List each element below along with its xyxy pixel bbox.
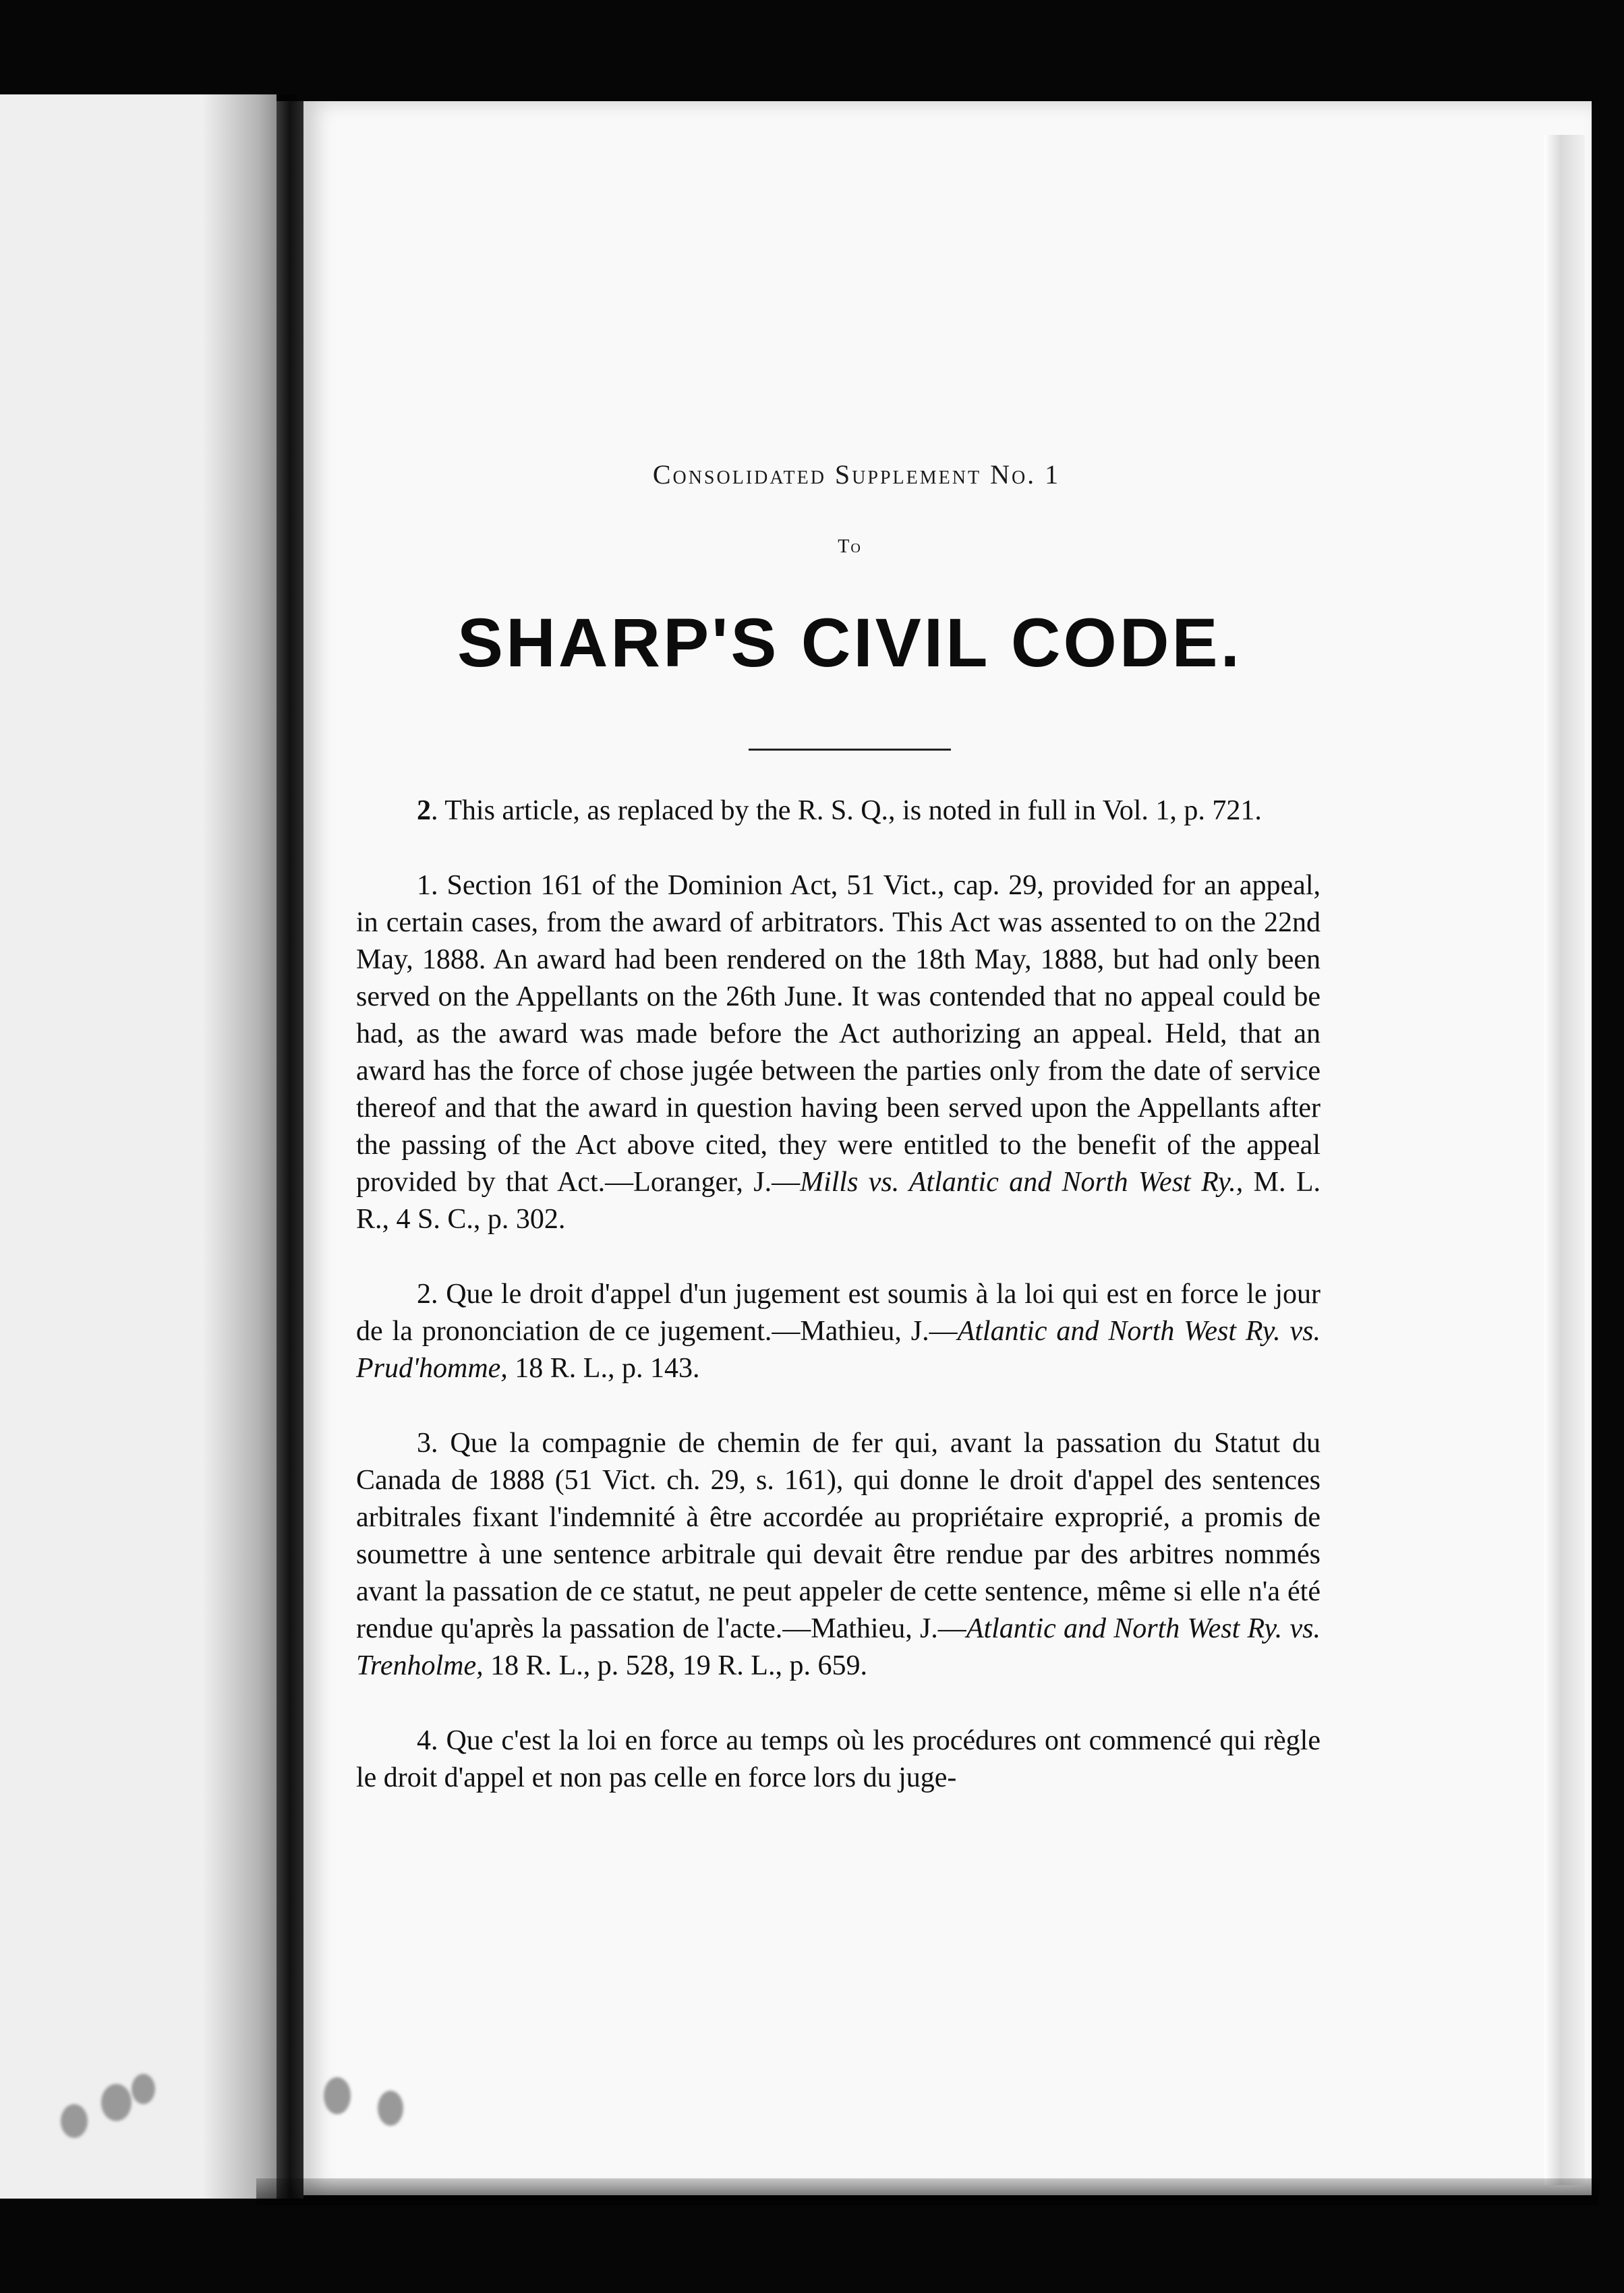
smudge-mark: [132, 2074, 155, 2104]
page-title: SHARP'S CIVIL CODE.: [457, 604, 1242, 681]
smudge-mark: [378, 2091, 403, 2126]
note-paragraph: [356, 1722, 1321, 1797]
article-number: 2: [417, 795, 431, 826]
smudge-mark: [101, 2084, 132, 2121]
page-bottom-shadow: [256, 2178, 1598, 2205]
note-paragraph: [356, 1425, 1321, 1685]
note-citation: 18 R. L., p. 143.: [507, 1353, 700, 1384]
case-reference: Atlantic and North West Ry. vs. Trenholme,: [356, 1613, 1321, 1681]
note-text: 2. Que le droit d'appel d'un jugement est soumis à la loi qui est en force le jour de la prononciation de ce jugement.—Mathieu, J.—: [356, 1279, 1321, 1347]
smudge-mark: [324, 2077, 351, 2114]
title-rule: [749, 749, 951, 751]
to-heading: To: [838, 536, 862, 557]
article-paragraph: [356, 792, 1321, 830]
smudge-mark: [61, 2104, 88, 2138]
note-text: 4. Que c'est la loi en force au temps où les procédures ont commencé qui règle le droit d'appel et non pas celle en force lors du juge-: [356, 1725, 1321, 1793]
supplement-heading: Consolidated Supplement No. 1: [652, 459, 1061, 490]
binding-gutter: [277, 101, 303, 2199]
note-paragraph: [356, 1276, 1321, 1387]
note-paragraph: [356, 867, 1321, 1238]
note-citation: 18 R. L., p. 528, 19 R. L., p. 659.: [483, 1650, 867, 1681]
page-edge: [1544, 135, 1585, 2185]
note-text: 1. Section 161 of the Dominion Act, 51 Vict., cap. 29, provided for an appeal, in certain cases, from the award of arbitrators. This Act was assented to on the 22nd May, 1888. An award had been rendered on the 18th May, 1888, but had only been served on the Appellants on the 26th June. It was contended that no appeal could be had, as the award was made before the Act authorizing an appeal. Held, that an award has the force of chose jugée between the parties only from the date of service thereof and that the award in question having been served upon the Appellants after the passing of the Act above cited, they were entitled to the benefit of the appeal provided by that Act.—Loranger, J.—: [356, 870, 1321, 1198]
note-citation: M. L. R., 4 S. C., p. 302.: [356, 1167, 1321, 1235]
document-body: [356, 792, 1321, 1834]
case-reference: Mills vs. Atlantic and North West Ry.,: [800, 1167, 1244, 1198]
case-reference: Atlantic and North West Ry. vs. Prud'homme,: [356, 1316, 1321, 1384]
note-text: 3. Que la compagnie de chemin de fer qui, avant la passation du Statut du Canada de 1888 (51 Vict. ch. 29, s. 161), qui donne le droit d'appel des sentences arbitrales fixant l'indemnité à être accordée au propriétaire exproprié, a promis de soumettre à une sentence arbitrale qui devait être rendue par des arbitres nommés avant la passation de ce statut, ne peut appeler de cette sentence, même si elle n'a été rendue qu'après la passation de l'acte.—Mathieu, J.—: [356, 1428, 1321, 1644]
article-intro: . This article, as replaced by the R. S. Q., is noted in full in Vol. 1, p. 721.: [431, 795, 1262, 826]
